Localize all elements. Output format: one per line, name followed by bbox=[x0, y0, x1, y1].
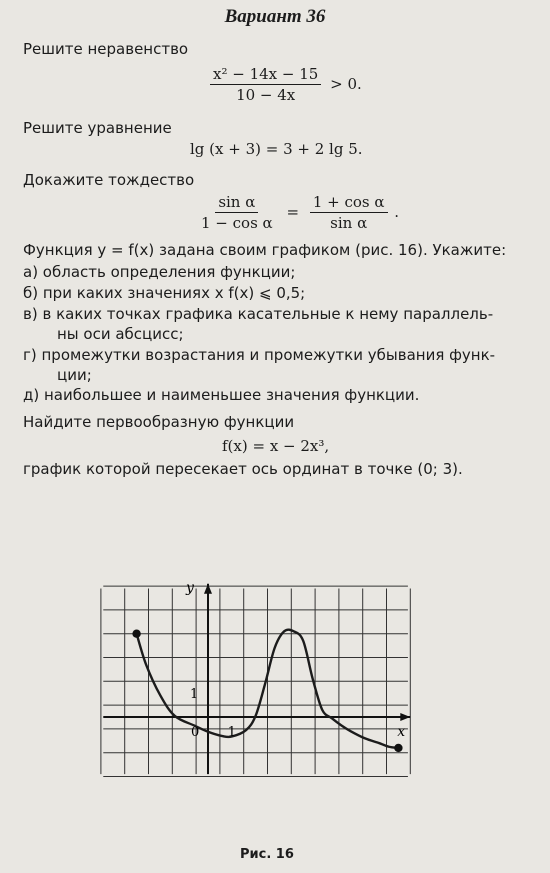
task2-equation: lg (x + 3) = 3 + 2 lg 5. bbox=[190, 140, 363, 158]
task3-text: Докажите тождество bbox=[23, 171, 195, 189]
task3-equals: = bbox=[286, 202, 300, 221]
x-tick-label: 1 bbox=[227, 725, 237, 740]
function-graph bbox=[90, 505, 430, 835]
task3-left-num: sin α bbox=[215, 193, 258, 213]
task2-text: Решите уравнение bbox=[23, 119, 172, 137]
task3-right-den: sin α bbox=[330, 214, 368, 232]
curve-endpoint bbox=[394, 744, 402, 752]
task1-numerator: x² − 14x − 15 bbox=[210, 65, 321, 85]
curve-endpoint bbox=[132, 630, 140, 638]
x-axis-arrow bbox=[400, 713, 410, 721]
task4-item-d-cont: ции; bbox=[57, 366, 92, 384]
task1-tail: > 0. bbox=[330, 74, 362, 93]
y-axis-label: y bbox=[186, 580, 194, 597]
task4-item-c-cont: ны оси абсцисс; bbox=[57, 325, 184, 343]
task3-left-den: 1 − cos α bbox=[201, 214, 273, 232]
task1-text: Решите неравенство bbox=[23, 40, 189, 58]
y-tick-label: 1 bbox=[190, 687, 199, 703]
x-axis-label: x bbox=[397, 724, 406, 740]
figure-caption: Рис. 16 bbox=[240, 847, 294, 862]
task1-denominator: 10 − 4x bbox=[236, 86, 296, 104]
task4-item-b: б) при каких значениях x f(x) ⩽ 0,5; bbox=[23, 284, 306, 302]
task5-formula: f(x) = x − 2x³, bbox=[222, 437, 330, 455]
variant-title: Вариант 36 bbox=[224, 6, 326, 27]
task3-tail: . bbox=[394, 202, 400, 221]
task3-identity bbox=[198, 193, 399, 232]
task1-fraction bbox=[210, 65, 321, 104]
task4-intro: Функция y = f(x) задана своим графиком (рис. 16). Укажите: bbox=[23, 241, 507, 259]
task4-item-a: а) область определения функции; bbox=[23, 263, 296, 281]
y-axis-arrow bbox=[204, 584, 212, 594]
graph-grid bbox=[101, 586, 410, 776]
task3-right-fraction bbox=[310, 193, 388, 232]
task3-right-num: 1 + cos α bbox=[310, 193, 388, 213]
task4-item-d: г) промежутки возрастания и промежутки убывания функ- bbox=[23, 346, 496, 364]
task3-left-fraction bbox=[198, 193, 276, 232]
task1-inequality bbox=[210, 65, 362, 104]
task5-tail: график которой пересекает ось ординат в точке (0; 3). bbox=[23, 460, 463, 478]
origin-label: 0 bbox=[191, 725, 200, 740]
task4-item-c: в) в каких точках графика касательные к нему параллель- bbox=[23, 305, 494, 323]
task4-item-e: д) наибольшее и наименьшее значения функции. bbox=[23, 386, 420, 404]
task5-text: Найдите первообразную функции bbox=[23, 413, 295, 431]
graph-axes bbox=[103, 584, 410, 774]
